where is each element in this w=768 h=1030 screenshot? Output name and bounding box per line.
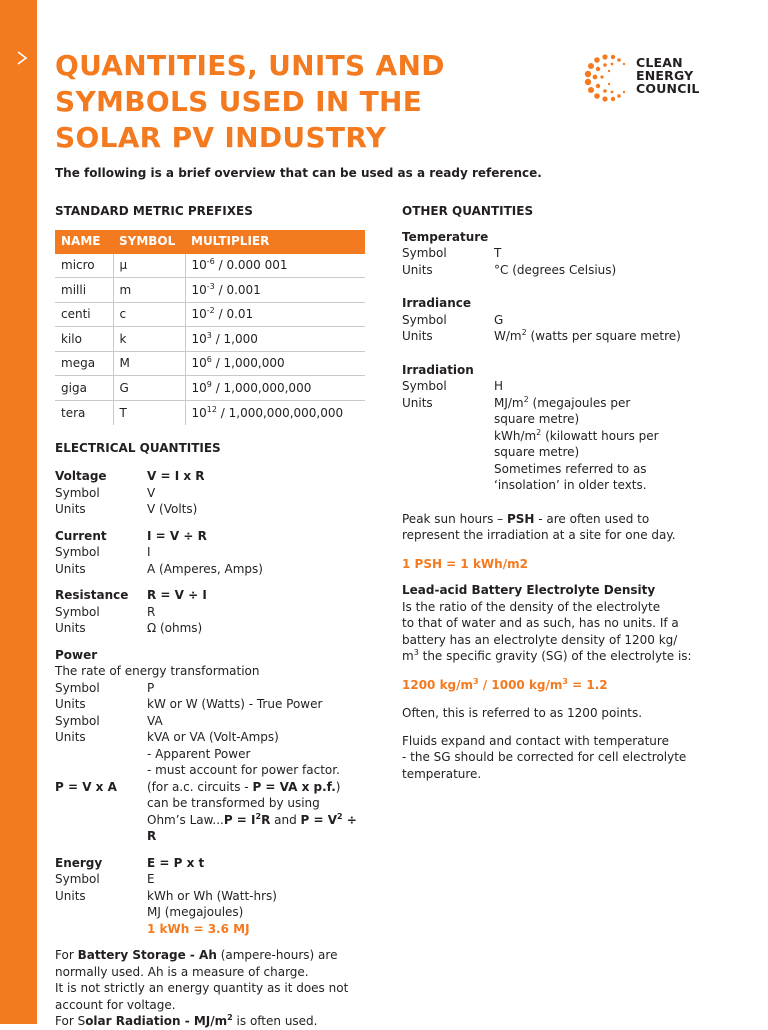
left-column bbox=[55, 203, 365, 1030]
current-block: Current I = V ÷ R Symbol I Units A (Amperes, Amps) bbox=[55, 528, 263, 576]
logo-wordmark: CLEAN ENERGY COUNCIL bbox=[636, 55, 700, 96]
sg-formula: 1200 $kg/m^3 / 1000$ $kg/m^3 = 1.2$ bbox=[402, 676, 608, 692]
logo-c-mark-icon bbox=[583, 51, 635, 103]
table-row: milli m $10^{-3} / 0.001$ bbox=[55, 278, 365, 303]
irradiance-block: Irradiance Symbol G Units $W/m^2$ (watts per square metre) bbox=[402, 296, 681, 343]
irradiation-block: Irradiation Symbol H Units $MJ/m^2$ (megajoules per square metre) kWh/$m^2$ (kilowatt hours per square metre) Sometimes referred to as ‘insolation’ in older texts. bbox=[402, 362, 659, 492]
title-line-2: SYMBOLS USED IN THE bbox=[55, 85, 423, 118]
psh-paragraph: Peak sun hours – PSH - are often used to represent the irradiation at a site for one day. bbox=[402, 511, 676, 542]
prefixes-heading: STANDARD METRIC PREFIXES bbox=[55, 204, 253, 218]
other-quantities-heading: OTHER QUANTITIES bbox=[402, 204, 534, 218]
page-title bbox=[55, 48, 445, 156]
metric-prefixes-table bbox=[55, 230, 365, 425]
table-row: kilo k $10^3 / 1,000$ bbox=[55, 327, 365, 352]
power-block: Power The rate of energy transformation Symbol P Units kW or W (Watts) - True Power Symbol VA Units kVA or VA (Volt-Amps) - Apparent Power - must account for power factor. P = V x A (for a.c. circuits - P = VA x p.f.) can be transformed by using Ohm’s $Law...P = I^2R$ and $P = V^2 \div R$ bbox=[55, 647, 357, 844]
points-note: Often, this is referred to as 1200 points. bbox=[402, 706, 643, 720]
table-header-row bbox=[55, 230, 365, 254]
title-line-1: QUANTITIES, UNITS AND bbox=[55, 49, 445, 82]
chevron-right-icon bbox=[14, 50, 30, 66]
psh-formula: 1 PSH = 1 kWh/m2 bbox=[402, 556, 528, 571]
battery-density-block: Lead-acid Battery Electrolyte Density Is the ratio of the density of the electrolyte to that of water and as such, has no units. If a battery has an electrolyte density of 1200 kg/ $m^3$ the specific gravity (SG) of the electrolyte is: bbox=[402, 583, 692, 663]
temperature-block: Temperature Symbol T Units °C (degrees Celsius) bbox=[402, 229, 617, 277]
energy-block: Energy E = P x t Symbol E Units kWh or Wh (Watt-hrs) MJ (megajoules) 1 kWh = 3.6 MJ bbox=[55, 855, 277, 936]
electrical-heading: ELECTRICAL QUANTITIES bbox=[55, 440, 221, 455]
resistance-block: Resistance R = V ÷ I Symbol R Units Ω (ohms) bbox=[55, 588, 207, 636]
clean-energy-council-logo bbox=[583, 51, 723, 105]
table-row: mega M $10^6 / 1,000,000$ bbox=[55, 351, 365, 376]
col-header-symbol: SYMBOL bbox=[113, 230, 185, 254]
intro-text: The following is a brief overview that can be used as a ready reference. bbox=[55, 166, 542, 180]
col-header-multiplier: MULTIPLIER bbox=[185, 230, 365, 254]
table-row: micro µ $10^{-6} / 0.000$ 001 bbox=[55, 254, 365, 278]
battery-storage-paragraph: For Battery Storage - Ah (ampere-hours) are normally used. Ah is a measure of charge. It is not strictly an energy quantity as it does not account for voltage. For Solar Radiation - $MJ/m^2$ is often used. bbox=[55, 948, 349, 1029]
right-column bbox=[402, 203, 722, 782]
col-header-name: NAME bbox=[55, 230, 113, 254]
table-row: giga G $10^9 / 1,000,000,000$ bbox=[55, 376, 365, 401]
title-line-3: SOLAR PV INDUSTRY bbox=[55, 121, 387, 154]
fluids-paragraph: Fluids expand and contact with temperature - the SG should be corrected for cell electrolyte temperature. bbox=[402, 733, 687, 781]
sidebar-accent-bar bbox=[0, 0, 37, 1024]
table-row: centi c $10^{-2} / 0.01$ bbox=[55, 302, 365, 327]
table-row: tera T $10^{12} / 1,000,000,000,000$ bbox=[55, 401, 365, 425]
energy-conversion: 1 kWh = 3.6 MJ bbox=[147, 921, 250, 936]
voltage-block: Voltage V = I x R Symbol V Units V (Volts) bbox=[55, 469, 205, 517]
